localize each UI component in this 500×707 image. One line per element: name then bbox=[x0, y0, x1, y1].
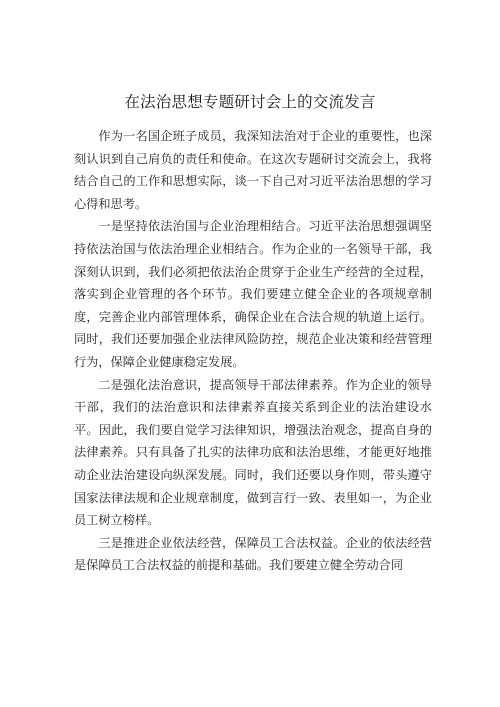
document-body bbox=[74, 125, 432, 577]
paragraph-point-three: 三是推进企业依法经营，保障员工合法权益。企业的依法经营是保障员工合法权益的前提和基础。我们要建立健全劳动合同 bbox=[74, 535, 432, 573]
paragraph-point-two: 二是强化法治意识，提高领导干部法律素养。作为企业的领导干部，我们的法治意识和法律素养直接关系到企业的法治建设水平。因此，我们要自觉学习法律知识，增强法治观念，提高自身的法律素养。只有具备了扎实的法律功底和法治思维，才能更好地推动企业法治建设向纵深发展。同时，我们还要以身作则，带头遵守国家法律法规和企业规章制度，做到言行一致、表里如一，为企业员工树立榜样。 bbox=[74, 377, 432, 528]
paragraph-point-one: 一是坚持依法治国与企业治理相结合。习近平法治思想强调坚持依法治国与依法治理企业相结合。作为企业的一名领导干部，我深刻认识到，我们必须把依法治企贯穿于企业生产经营的全过程，落实到企业管理的各个环节。我们要建立健全企业的各项规章制度，完善企业内部管理体系，确保企业在合法合规的轨道上运行。同时，我们还要加强企业法律风险防控，规范企业决策和经营管理行为，保障企业健康稳定发展。 bbox=[74, 219, 432, 369]
paragraph-intro: 作为一名国企班子成员，我深知法治对于企业的重要性，也深刻认识到自己肩负的责任和使命。在这次专题研讨交流会上，我将结合自己的工作和思想实际，谈一下自己对习近平法治思想的学习心得和思考。 bbox=[74, 129, 432, 211]
document-title: 在法治思想专题研讨会上的交流发言 bbox=[124, 93, 376, 111]
